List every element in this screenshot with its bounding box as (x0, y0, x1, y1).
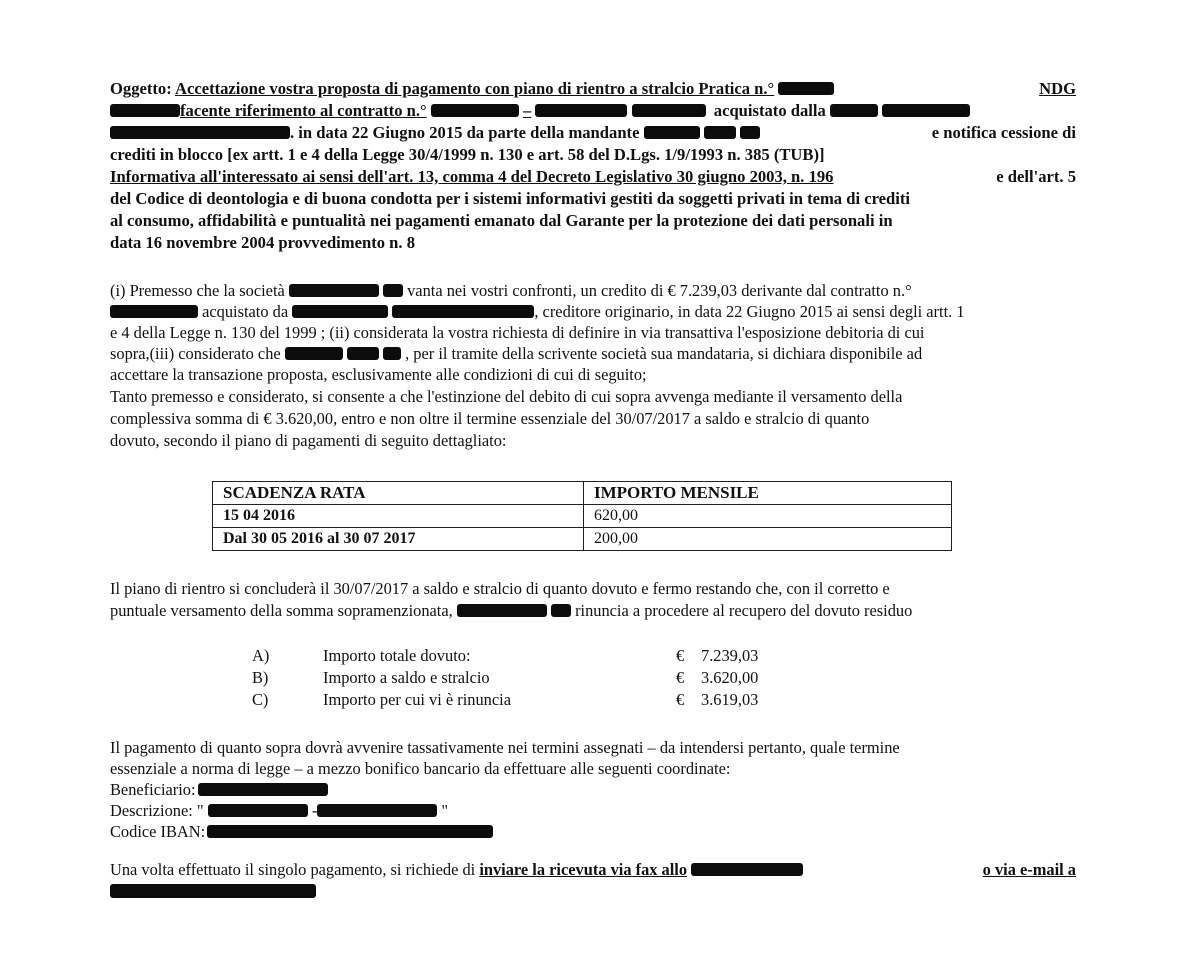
table-header-row (213, 482, 952, 505)
summary-label: Importo per cui vi è rinuncia (323, 690, 511, 709)
table-cell-amount: 200,00 (584, 528, 952, 551)
redacted-description (208, 804, 308, 817)
premessa-line-2: acquistato da , creditore originario, in data 22 Giugno 2015 ai sensi degli artt. 1 (110, 302, 965, 322)
redacted-seller (830, 104, 878, 117)
subject-line-8: data 16 novembre 2004 provvedimento n. 8 (110, 233, 415, 252)
column-header-scadenza: SCADENZA RATA (213, 482, 584, 505)
table-row (213, 528, 952, 551)
redacted-iban (207, 825, 493, 838)
redacted-contract-number (110, 305, 198, 318)
redacted-creditor-2 (347, 347, 379, 360)
payment-plan-table (212, 481, 952, 551)
redacted-contract-3 (632, 104, 706, 117)
subject-line-2: facente riferimento al contratto n.° – acquistato dalla (110, 101, 970, 121)
summary-letter: A) (252, 646, 270, 665)
beneficiario-line: Beneficiario: (110, 780, 328, 800)
premessa-line-1: (i) Premesso che la società vanta nei vostri confronti, un credito di € 7.239,03 derivante dal contratto n.° (110, 281, 912, 300)
summary-currency: € (676, 690, 685, 709)
summary-letter: B) (252, 668, 269, 687)
redacted-description-2 (317, 804, 437, 817)
redacted-pratica (778, 82, 834, 95)
summary-amount: 3.619,03 (701, 690, 759, 709)
subject-line-4: crediti in blocco [ex artt. 1 e 4 della Legge 30/4/1999 n. 130 e art. 58 del D.Lgs. 1/9/1993 n. 385 (TUB)] (110, 145, 825, 164)
summary-label: Importo a saldo e stralcio (323, 668, 490, 687)
subject-line-1: Oggetto: Accettazione vostra proposta di pagamento con piano di rientro a stralcio Pratica n.° NDG (110, 79, 1076, 98)
summary-label: Importo totale dovuto: (323, 646, 471, 665)
subject-line-6: del Codice di deontologia e di buona condotta per i sistemi informativi gestiti da soggetti privati in tema di crediti (110, 189, 911, 208)
redacted-creditor-name (457, 604, 547, 617)
summary-amount: 7.239,03 (701, 646, 759, 665)
redacted-seller-3 (110, 126, 290, 139)
summary-currency: € (676, 668, 685, 687)
descrizione-line: Descrizione: " - " (110, 801, 449, 820)
closing-line-2 (110, 882, 316, 902)
redacted-mandante-2 (704, 126, 736, 139)
premessa-line-6: Tanto premesso e considerato, si consente a che l'estinzione del debito di cui sopra avvenga mediante il versamento della (110, 387, 903, 406)
redacted-company (289, 284, 379, 297)
redacted-seller-2 (882, 104, 970, 117)
redacted-beneficiary (198, 783, 328, 796)
redacted-creditor-3 (383, 347, 401, 360)
summary-currency: € (676, 646, 685, 665)
redacted-originator (292, 305, 388, 318)
redacted-contract (431, 104, 519, 117)
iban-line: Codice IBAN: (110, 822, 493, 842)
premessa-line-8: dovuto, secondo il piano di pagamenti di seguito dettagliato: (110, 431, 507, 450)
pagamento-line-1: Il pagamento di quanto sopra dovrà avvenire tassativamente nei termini assegnati – da intendersi pertanto, quale termine (110, 738, 900, 757)
summary-letter: C) (252, 690, 269, 709)
redacted-creditor-name-2 (551, 604, 571, 617)
redacted-mandante-3 (740, 126, 760, 139)
premessa-line-5: accettare la transazione proposta, esclusivamente alle condizioni di cui di seguito; (110, 365, 647, 384)
redacted-mandante (644, 126, 700, 139)
premessa-line-7: complessiva somma di € 3.620,00, entro e non oltre il termine essenziale del 30/07/2017 a saldo e stralcio di quanto (110, 409, 870, 428)
table-cell-amount: 620,00 (584, 505, 952, 528)
redacted-contract-2 (535, 104, 627, 117)
redacted-ndg (110, 104, 180, 117)
redacted-company-2 (383, 284, 403, 297)
premessa-line-3: e 4 della Legge n. 130 del 1999 ; (ii) considerata la vostra richiesta di definire in via transattiva l'esposizione debitoria di cui (110, 323, 925, 342)
redacted-fax (691, 863, 803, 876)
pagamento-line-2: essenziale a norma di legge – a mezzo bonifico bancario da effettuare alle seguenti coordinate: (110, 759, 731, 778)
column-header-importo: IMPORTO MENSILE (584, 482, 952, 505)
piano-line-1: Il piano di rientro si concluderà il 30/07/2017 a saldo e stralcio di quanto dovuto e fermo restando che, con il corretto e (110, 579, 890, 598)
subject-line-5: Informativa all'interessato ai sensi dell'art. 13, comma 4 del Decreto Legislativo 30 giugno 2003, n. 196 e dell'art. 5 (110, 167, 1076, 186)
premessa-line-4: sopra,(iii) considerato che , per il tramite della scrivente società sua mandataria, si dichiara disponibile ad (110, 344, 923, 363)
summary-amount: 3.620,00 (701, 668, 759, 687)
redacted-creditor (285, 347, 343, 360)
piano-line-2: puntuale versamento della somma sopramenzionata, rinuncia a procedere al recupero del dovuto residuo (110, 601, 913, 620)
redacted-email (110, 884, 316, 898)
table-row (213, 505, 952, 528)
table-cell-date: Dal 30 05 2016 al 30 07 2017 (213, 528, 584, 551)
closing-line: Una volta effettuato il singolo pagamento, si richiede di inviare la ricevuta via fax allo o via e-mail a (110, 860, 1076, 879)
table-cell-date: 15 04 2016 (213, 505, 584, 528)
subject-line-7: al consumo, affidabilità e puntualità nei pagamenti emanato dal Garante per la protezione dei dati personali in (110, 211, 893, 230)
subject-line-3: . in data 22 Giugno 2015 da parte della mandante e notifica cessione di (110, 123, 1076, 143)
redacted-originator-2 (392, 305, 534, 318)
